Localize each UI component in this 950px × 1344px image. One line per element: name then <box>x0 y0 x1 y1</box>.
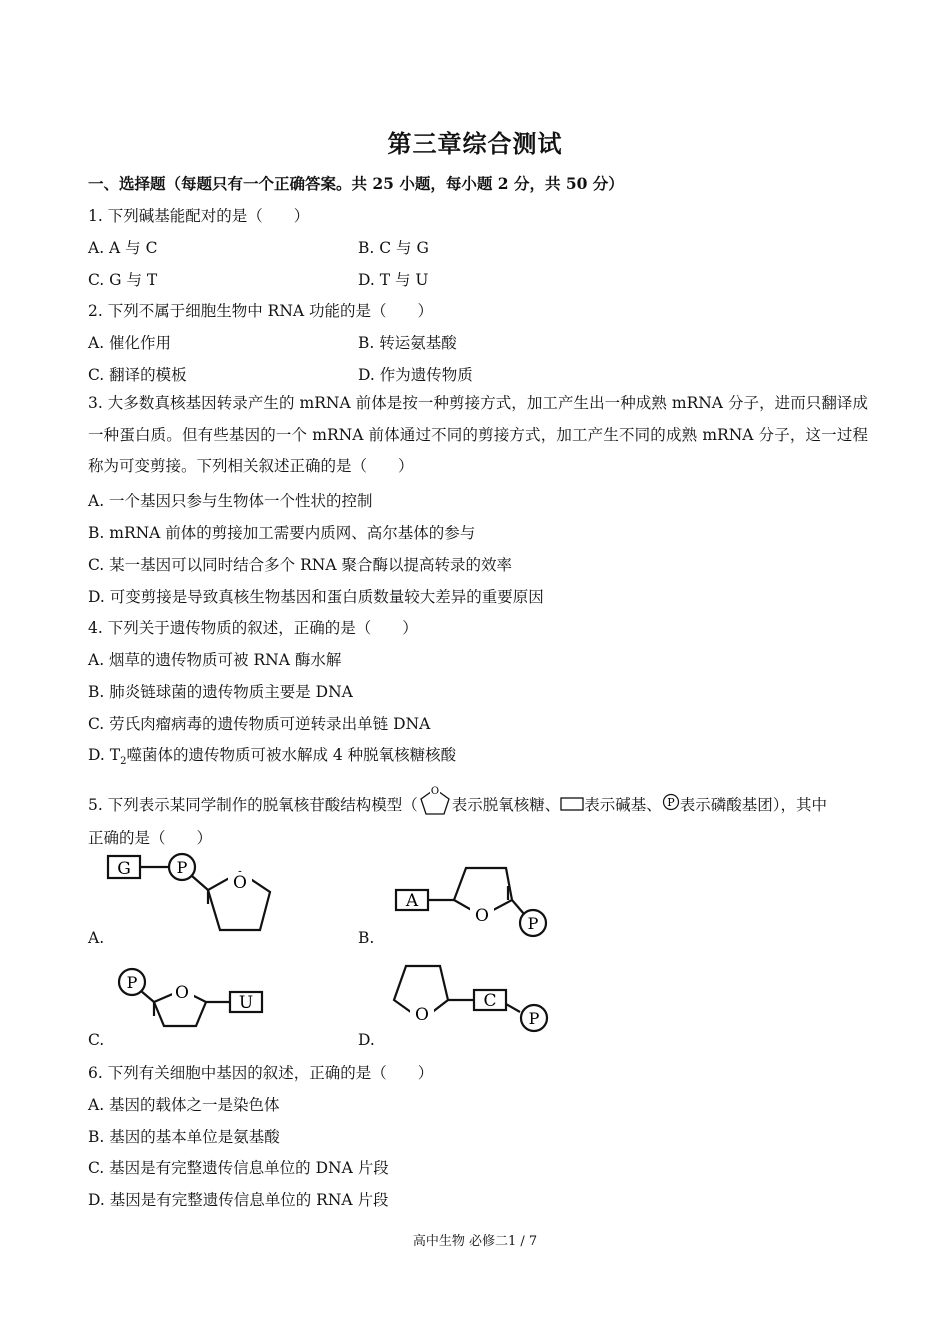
base-label: G <box>117 859 131 879</box>
q3-option-b: B. mRNA 前体的剪接加工需要内质网、高尔基体的参与 <box>88 524 476 542</box>
q2-option-c: C. 翻译的模板 <box>88 366 187 384</box>
q4-option-d: D. $T_2$噬菌体的遗传物质可被水解成 4 种脱氧核糖核酸 <box>88 746 457 768</box>
base-label: U <box>238 993 254 1013</box>
oxygen-label: O <box>415 1005 429 1025</box>
base-label: A <box>405 891 419 911</box>
q4-option-c: C. 劳氏肉瘤病毒的遗传物质可逆转录出单链 DNA <box>88 715 431 733</box>
q3-stem: 3. 大多数真核基因转录产生的 mRNA 前体是按一种剪接方式，加工产生出一种成熟 mRNA 分子，进而只翻译成一种蛋白质。但有些基因的一个 mRNA 前体通过不同的剪接方式，加工产生不同的成熟 mRNA 分子，这一过程称为可变剪接。下列相关叙述正确的是（ ） <box>88 394 868 475</box>
q3-option-d: D. 可变剪接是导致真核生物基因和蛋白质数量较大差异的重要原因 <box>88 588 544 606</box>
svg-text:O: O <box>430 786 439 797</box>
q6-option-c: C. 基因是有完整遗传信息单位的 DNA 片段 <box>88 1159 389 1177</box>
q2-stem: 2. 下列不属于细胞生物中 RNA 功能的是（ ） <box>88 302 433 320</box>
rectangle-legend-icon <box>560 789 584 823</box>
q1-option-d: D. T 与 U <box>358 271 429 289</box>
base-label: C <box>483 991 497 1011</box>
phosphate-label: P <box>528 1009 540 1028</box>
q5-stem-line2: 正确的是（ ） <box>88 829 213 847</box>
q6-option-d: D. 基因是有完整遗传信息单位的 RNA 片段 <box>88 1191 389 1209</box>
q2-option-a: A. 催化作用 <box>88 334 172 352</box>
svg-text:P: P <box>667 796 675 809</box>
phosphate-label: P <box>527 914 539 933</box>
q3-option-c: C. 某一基因可以同时结合多个 RNA 聚合酶以提高转录的效率 <box>88 556 512 574</box>
q5-option-c: C. <box>88 1031 105 1049</box>
q4-stem: 4. 下列关于遗传物质的叙述，正确的是（ ） <box>88 619 418 637</box>
q1-option-c: C. G 与 T <box>88 271 158 289</box>
q4-option-a: A. 烟草的遗传物质可被 RNA 酶水解 <box>88 651 342 669</box>
q4-option-b: B. 肺炎链球菌的遗传物质主要是 DNA <box>88 683 353 701</box>
q5-option-a: A. <box>88 929 105 947</box>
q1-stem: 1. 下列碱基能配对的是（ ） <box>88 207 310 225</box>
oxygen-label: O <box>175 983 189 1003</box>
q5-stem: 5. 下列表示某同学制作的脱氧核苷酸结构模型（ O 表示脱氧核糖、 表示碱基、 P 表示磷酸基团），其中 <box>88 784 827 818</box>
q1-option-a: A. A 与 C <box>88 239 158 257</box>
q5-option-b: B. <box>358 929 375 947</box>
section-heading: 一、选择题（每题只有一个正确答案。共 25 小题，每小题 2 分，共 50 分） <box>88 174 624 193</box>
page-title: 第三章综合测试 <box>387 129 563 158</box>
phosphate-legend-icon <box>662 789 680 823</box>
q6-option-b: B. 基因的基本单位是氨基酸 <box>88 1128 280 1146</box>
q5-figure-a <box>100 848 280 942</box>
page-footer: 高中生物 必修二1 / 7 <box>412 1234 538 1249</box>
phosphate-label: P <box>126 973 138 992</box>
q6-option-a: A. 基因的载体之一是染色体 <box>88 1096 280 1114</box>
q1-option-b: B. C 与 G <box>358 239 429 257</box>
q2-option-b: B. 转运氨基酸 <box>358 334 457 352</box>
oxygen-label: O <box>233 873 247 893</box>
q5-figure-d <box>388 960 558 1039</box>
phosphate-label: P <box>176 858 188 877</box>
q5-figure-b <box>390 858 560 947</box>
q5-option-d: D. <box>358 1031 375 1049</box>
pentagon-legend-icon <box>418 784 452 828</box>
q6-stem: 6. 下列有关细胞中基因的叙述，正确的是（ ） <box>88 1064 434 1082</box>
q3-option-a: A. 一个基因只参与生物体一个性状的控制 <box>88 492 373 510</box>
q2-option-d: D. 作为遗传物质 <box>358 366 473 384</box>
oxygen-label: O <box>475 906 489 926</box>
q5-figure-c <box>110 962 280 1036</box>
